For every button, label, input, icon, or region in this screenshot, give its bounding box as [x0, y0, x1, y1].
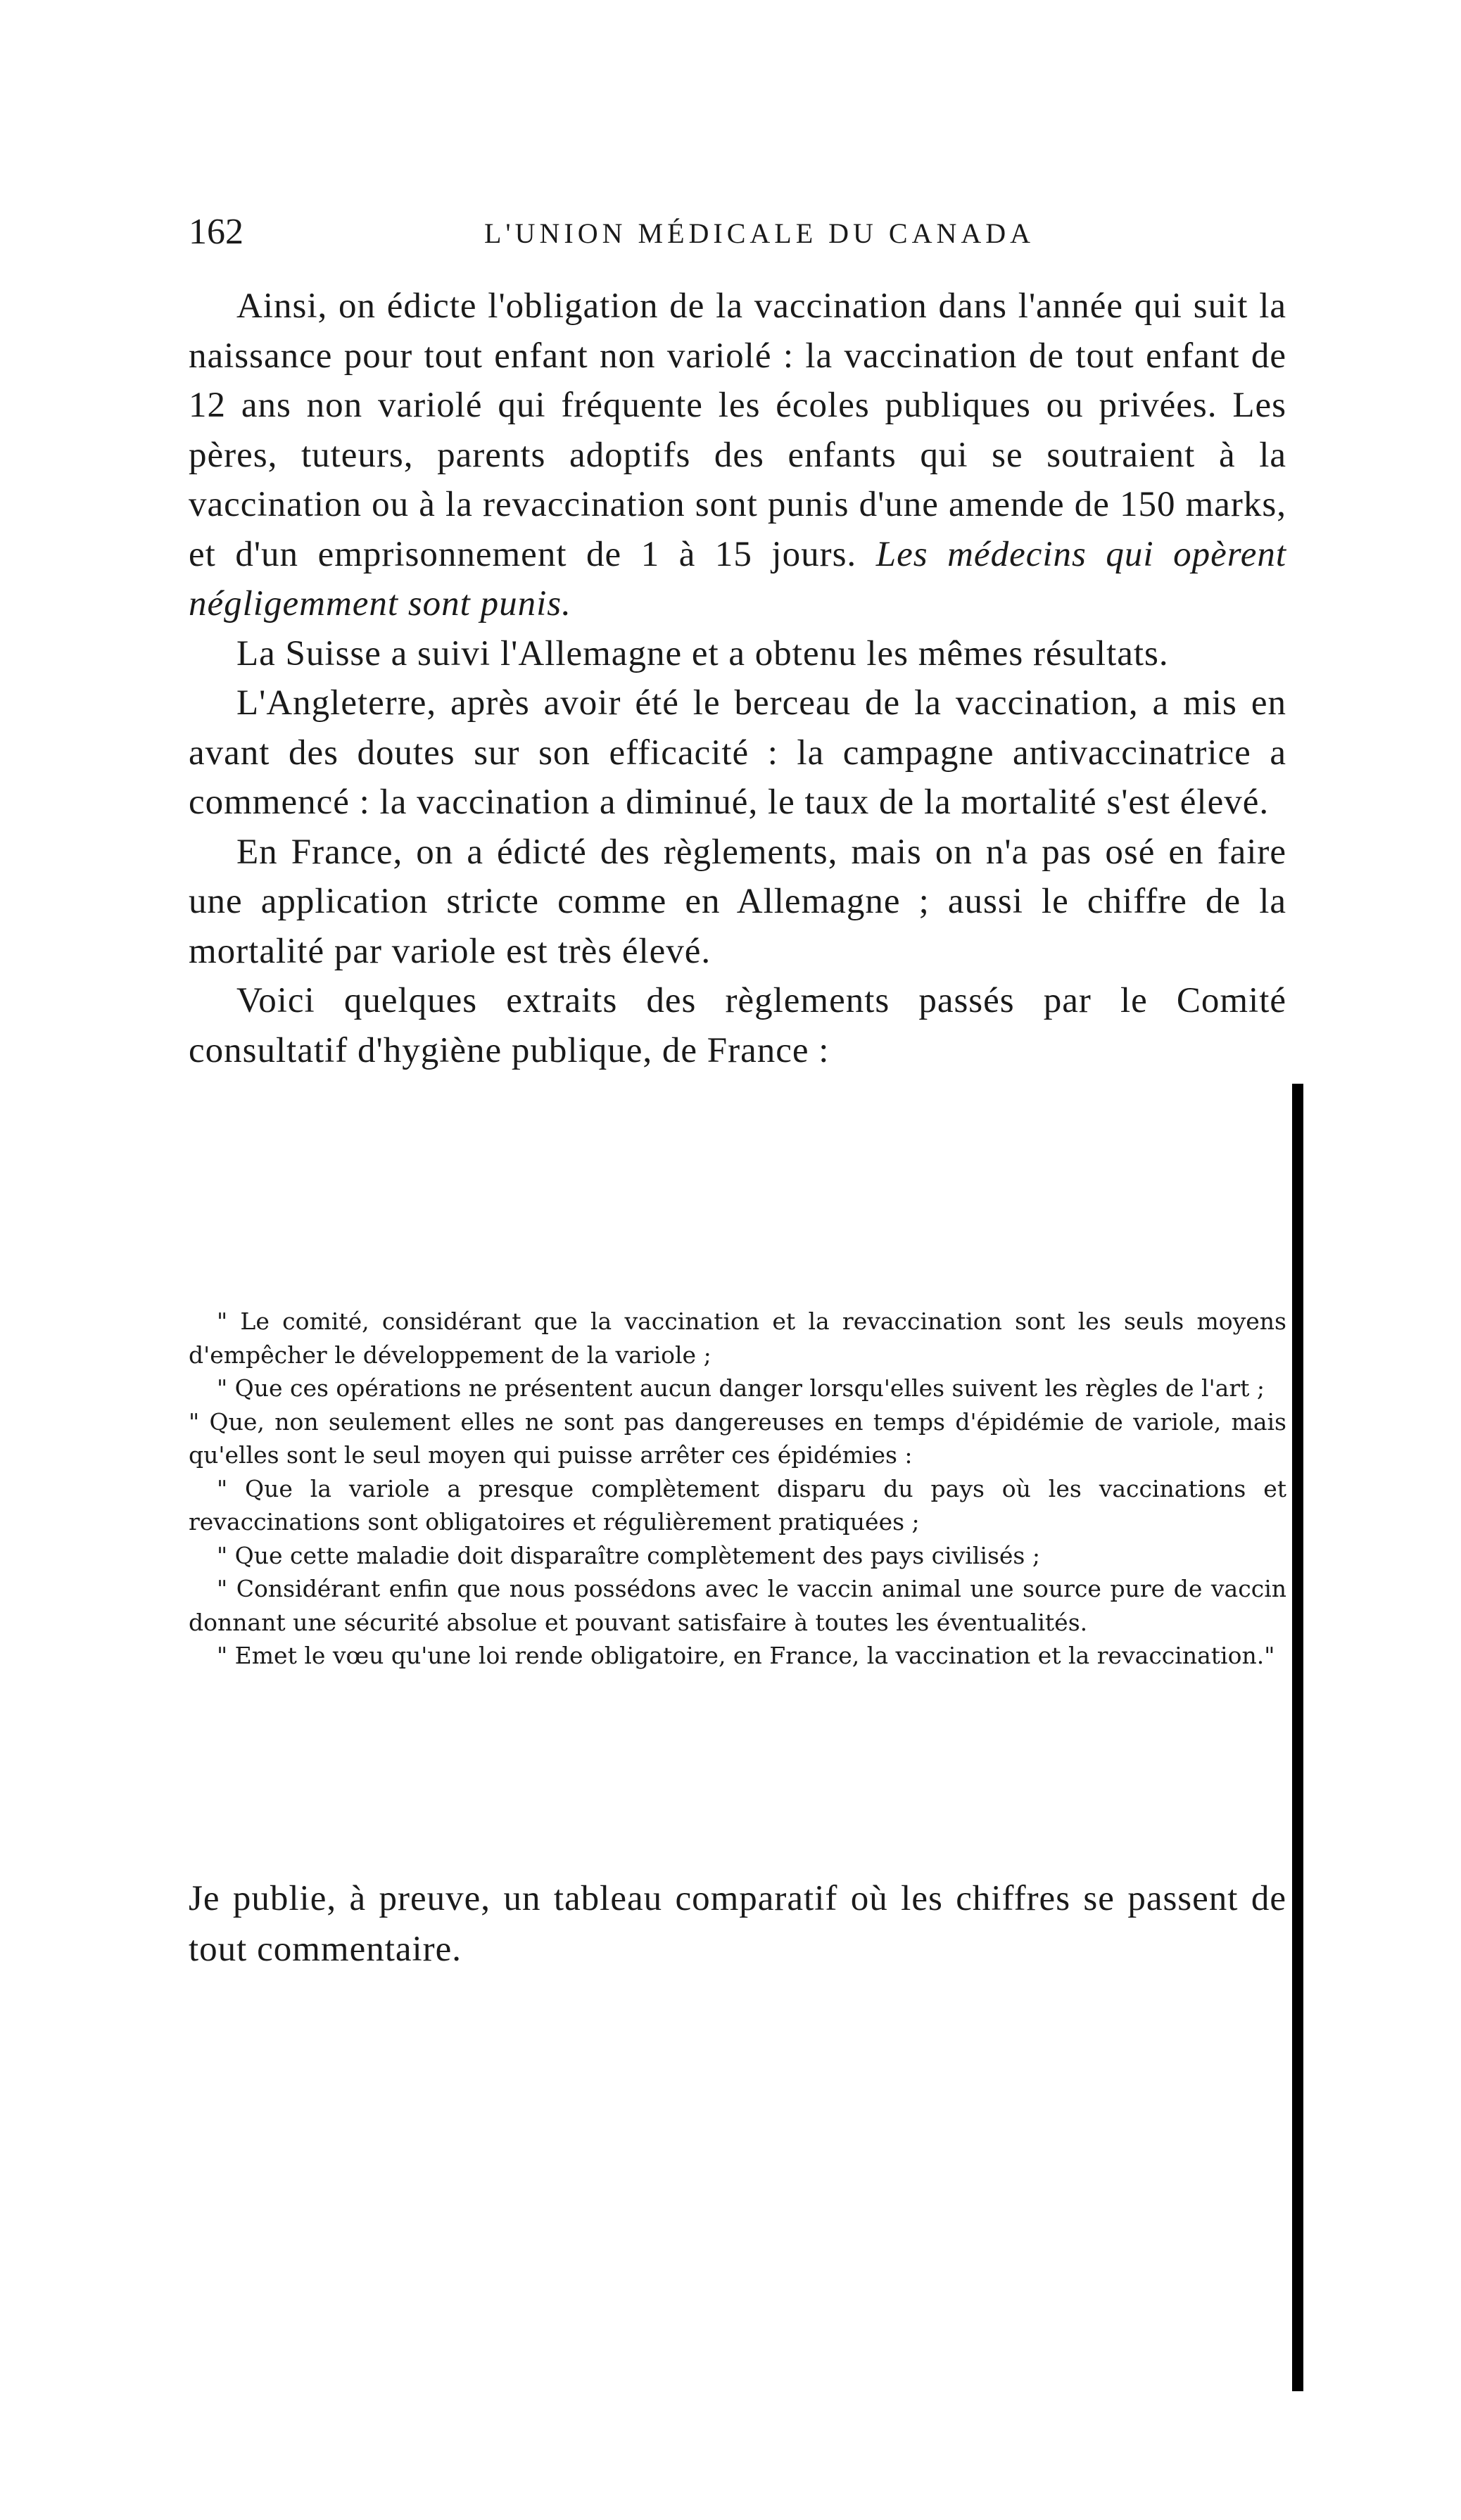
- paragraph-suisse: La Suisse a suivi l'Allemagne et a obtenu les mêmes résultats.: [236, 633, 1169, 673]
- closing-paragraph: [189, 1873, 1286, 1975]
- quote-item: " Considérant enfin que nous possédons avec le vaccin animal une source pure de vaccin donnant une sécurité absolue et pouvant satisfaire à toutes les éventualités.: [189, 1575, 1286, 1636]
- scan-edge-rule: [1292, 1084, 1303, 2391]
- quote-item: " Que ces opérations ne présentent aucun danger lorsqu'elles suivent les règles de l'art ;: [217, 1374, 1265, 1402]
- paragraph-text: Ainsi, on édicte l'obligation de la vaccination dans l'année qui suit la naissance pour tout enfant non variolé : la vaccination de tout enfant de 12 ans non variolé qui fréquente les écoles publiques ou privées. Les pères, tuteurs, parents adoptifs des enfants qui se soutraient à la vaccination ou à la revaccination sont punis d'une amende de 150 marks, et d'un emprisonnement de 1 à 15 jours.: [189, 286, 1286, 574]
- quote-item: " Emet le vœu qu'une loi rende obligatoire, en France, la vaccination et la revaccination.": [217, 1642, 1275, 1669]
- running-title: L'UNION MÉDICALE DU CANADA: [484, 217, 1035, 249]
- quote-item: " Que cette maladie doit disparaître complètement des pays civilisés ;: [217, 1541, 1040, 1569]
- quote-item: " Que la variole a presque complètement disparu du pays où les vaccinations et revaccinations sont obligatoires et régulièrement pratiquées ;: [189, 1474, 1286, 1536]
- closing-text: Je publie, à preuve, un tableau comparatif où les chiffres se passent de tout commentaire.: [189, 1879, 1286, 1969]
- paragraph-extraits-intro: Voici quelques extraits des règlements passés par le Comité consultatif d'hygiène publique, de France :: [189, 981, 1286, 1070]
- page-number: 162: [189, 212, 244, 252]
- quote-item: " Le comité, considérant que la vaccination et la revaccination sont les seuls moyens d'empêcher le développement de la variole ;: [189, 1308, 1286, 1369]
- page-header: [189, 211, 1295, 253]
- paragraph-vaccination-law: [189, 281, 1286, 629]
- paragraph-france: En France, on a édicté des règlements, mais on n'a pas osé en faire une application stricte comme en Allemagne ; aussi le chiffre de la mortalité par variole est très élevé.: [189, 832, 1286, 971]
- paragraph-angleterre: L'Angleterre, après avoir été le berceau de la vaccination, a mis en avant des doutes sur son efficacité : la campagne antivaccinatrice a commencé : la vaccination a diminué, le taux de la mortalité s'est élevé.: [189, 683, 1286, 822]
- quoted-regulations: [189, 1305, 1286, 1673]
- quote-item: " Que, non seulement elles ne sont pas dangereuses en temps d'épidémie de variole, mais qu'elles sont le seul moyen qui puisse arrêter ces épidémies :: [189, 1407, 1286, 1469]
- body-text: [189, 281, 1286, 1075]
- italic-sentence: Les médecins qui opèrent négligemment sont punis.: [189, 534, 1286, 623]
